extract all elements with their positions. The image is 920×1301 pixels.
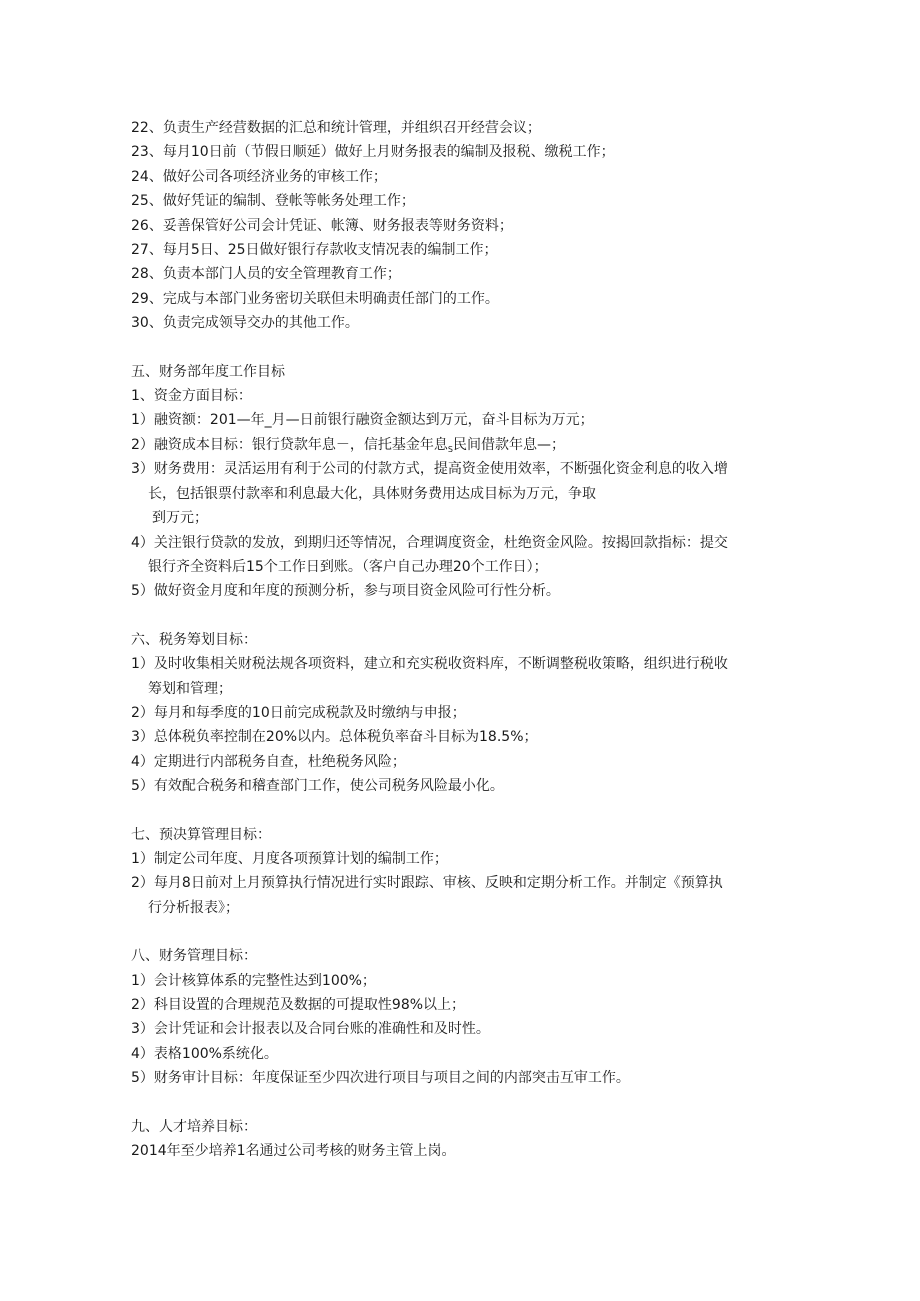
section-spacer <box>131 920 791 944</box>
list-item: 3）总体税负率控制在20%以内。总体税负率奋斗目标为18.5%； <box>131 729 538 746</box>
list-item: 5）财务审计目标：年度保证至少四次进行项目与项目之间的内部突击互审工作。 <box>131 1070 630 1087</box>
list-item: 3）财务费用：灵活运用有利于公司的付款方式，提高资金使用效率，不断强化资金利息的收入增 <box>131 461 728 478</box>
duty-item: 27、每月5日、25日做好银行存款收支情况表的编制工作； <box>131 242 498 259</box>
list-item: 4）表格100%系统化。 <box>131 1045 278 1062</box>
list-item-continuation: 银行齐全资料后15个工作日到账。（客户自己办理20个工作日）； <box>148 558 548 575</box>
duty-item: 25、做好凭证的编制、登帐等帐务处理工作； <box>131 193 415 210</box>
duty-item: 29、完成与本部门业务密切关联但未明确责任部门的工作。 <box>131 290 499 307</box>
section-spacer <box>131 604 791 628</box>
list-item: 2）每月8日前对上月预算执行情况进行实时跟踪、审核、反映和定期分析工作。并制定《预算执 <box>131 875 723 892</box>
duty-item: 22、负责生产经营数据的汇总和统计管理，并组织召开经营会议； <box>131 120 541 136</box>
list-item: 1）融资额：201—年_月—日前银行融资金额达到万元，奋斗目标为万元； <box>131 412 594 429</box>
section-heading: 九、人才培养目标： <box>131 1118 257 1135</box>
section-heading: 七、预决算管理目标： <box>131 826 271 843</box>
duty-item: 26、妥善保管好公司会计凭证、帐簿、财务报表等财务资料； <box>131 217 513 234</box>
section-financial-management <box>131 944 791 1090</box>
list-item: 1）制定公司年度、月度各项预算计划的编制工作； <box>131 850 448 867</box>
list-item: 4）定期进行内部税务自查，杜绝税务风险； <box>131 753 406 770</box>
section-spacer <box>131 1091 791 1115</box>
duty-item: 30、负责完成领导交办的其他工作。 <box>131 315 359 332</box>
section-heading: 五、财务部年度工作目标 <box>131 363 285 380</box>
section-annual-goals <box>131 360 791 604</box>
section-spacer <box>131 799 791 823</box>
list-item: 5）做好资金月度和年度的预测分析，参与项目资金风险可行性分析。 <box>131 583 560 600</box>
subscript-mark: S <box>447 444 453 454</box>
list-item-continuation: 筹划和管理； <box>148 680 232 697</box>
list-item-continuation: 行分析报表》； <box>148 899 239 916</box>
list-item: 1）会计核算体系的完整性达到100%； <box>131 972 376 989</box>
list-item: 3）会计凭证和会计报表以及合同台账的准确性和及时性。 <box>131 1021 490 1038</box>
list-item-continuation: 到万元； <box>152 510 208 527</box>
subsection-heading: 1、资金方面目标： <box>131 388 252 405</box>
duties-list <box>131 116 791 336</box>
list-item: 1）及时收集相关财税法规各项资料，建立和充实税收资料库，不断调整税收策略，组织进行税收 <box>131 656 728 673</box>
duty-item: 24、做好公司各项经济业务的审核工作； <box>131 168 387 185</box>
paragraph: 2014年至少培养1名通过公司考核的财务主管上岗。 <box>131 1143 456 1160</box>
list-item-text: 民间借款年息—； <box>452 436 565 453</box>
duty-item: 23、每月10日前（节假日顺延）做好上月财务报表的编制及报税、缴税工作； <box>131 144 615 161</box>
list-item-continuation: 长，包括银票付款率和利息最大化，具体财务费用达成目标为万元，争取 <box>148 485 596 502</box>
duty-item: 28、负责本部门人员的安全管理教育工作； <box>131 266 401 283</box>
section-heading: 八、财务管理目标： <box>131 948 257 965</box>
list-item <box>131 433 791 457</box>
section-spacer <box>131 336 791 360</box>
section-heading: 六、税务筹划目标： <box>131 631 257 648</box>
document-body <box>131 116 791 1163</box>
list-item: 2）每月和每季度的10日前完成税款及时缴纳与申报； <box>131 704 466 721</box>
list-item-text: 2）融资成本目标：银行贷款年息－，信托基金年息 <box>131 436 448 453</box>
list-item: 2）科目设置的合理规范及数据的可提取性98%以上； <box>131 997 466 1013</box>
section-talent <box>131 1115 791 1164</box>
section-tax-planning <box>131 628 791 799</box>
list-item: 4）关注银行贷款的发放，到期归还等情况，合理调度资金，杜绝资金风险。按揭回款指标：提交 <box>131 534 728 551</box>
section-budget <box>131 823 791 921</box>
list-item: 5）有效配合税务和稽查部门工作，使公司税务风险最小化。 <box>131 778 504 795</box>
